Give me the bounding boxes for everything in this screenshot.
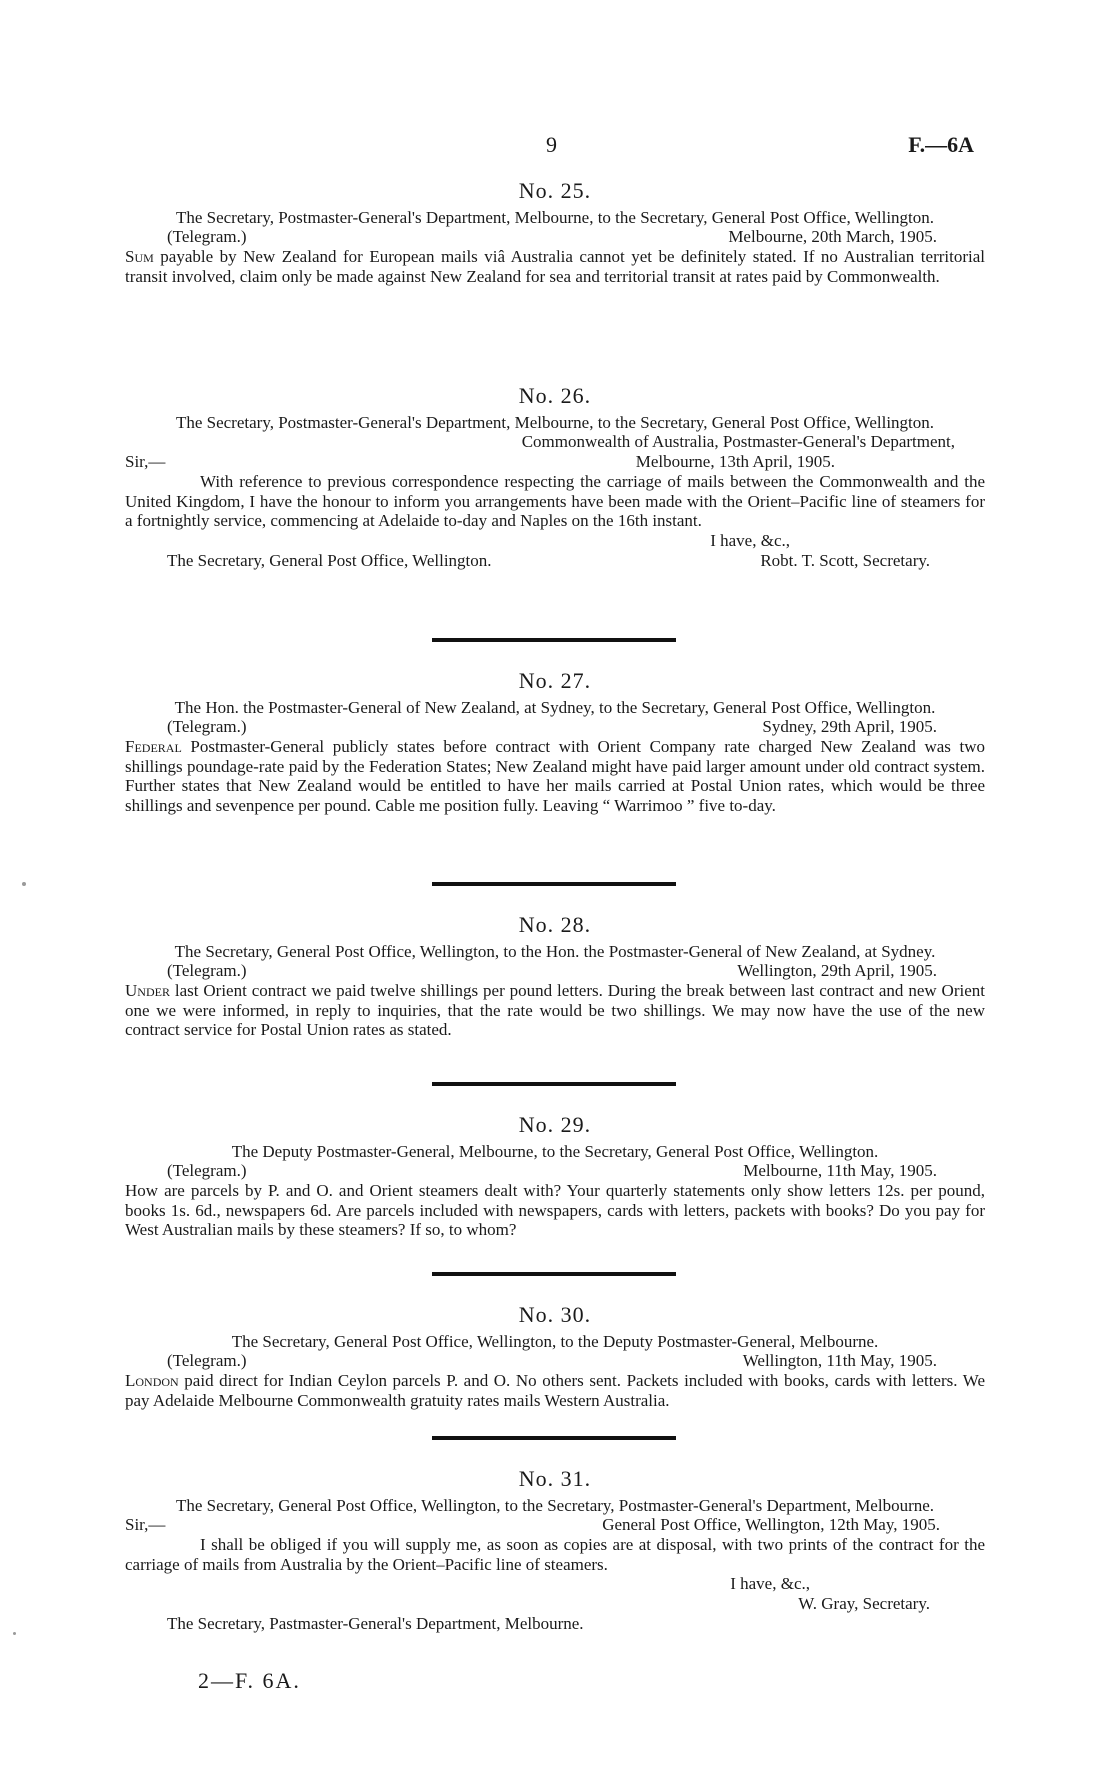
telegram-line (125, 1351, 985, 1371)
section-body: I shall be obliged if you will supply me, as soon as copies are at disposal, with two prints of the contract for the carriage of mails from Australia by the Orient–Pacific line of steamers. (125, 1535, 985, 1574)
place-date: Wellington, 29th April, 1905. (737, 961, 937, 980)
section-title: No. 27. (518, 668, 592, 693)
lead-word: Under (125, 981, 170, 1000)
signature-line (125, 1594, 985, 1614)
body-text: paid direct for Indian Ceylon parcels P. and O. No others sent. Packets included with books, cards with letters. We pay Adelaide Melbourne Commonwealth gratuity rates mails Western Australia. (125, 1371, 985, 1410)
section-body: How are parcels by P. and O. and Orient steamers dealt with? Your quarterly statements only show letters 12s. per pound, books 1s. 6d., newspapers 6d. Are parcels included with newspapers, cards with letters, packets with books? Do you pay for West Australian mails by these steamers? If so, to whom? (125, 1181, 985, 1239)
salutation: Sir,— (125, 1515, 166, 1534)
closing: I have, &c., (710, 530, 790, 550)
section-title: No. 31. (518, 1466, 592, 1491)
telegram-line (125, 227, 985, 247)
telegram-line (125, 717, 985, 737)
section-divider (432, 1082, 676, 1086)
section-body (125, 1371, 985, 1410)
section-heading: The Secretary, General Post Office, Wellington, to the Secretary, Postmaster-General's Department, Melbourne. (175, 1496, 935, 1515)
place-date: Sydney, 29th April, 1905. (762, 717, 937, 736)
address-line-2 (125, 452, 985, 472)
section-no-28 (125, 912, 985, 1040)
telegram-label: (Telegram.) (167, 227, 247, 246)
addressee-line (125, 1614, 985, 1634)
print-speck (22, 882, 26, 886)
closing: I have, &c., (730, 1574, 810, 1593)
lead-word: Federal (125, 737, 182, 756)
body-text: last Orient contract we paid twelve shillings per pound letters. During the break between last contract and new Orient one we were informed, in reply to inquiries, that the rate would be two shillings. We may now have the use of the new contract service for Postal Union rates as stated. (125, 981, 985, 1039)
section-no-27 (125, 668, 985, 815)
address-text: Commonwealth of Australia, Postmaster-General's Department, (521, 432, 955, 451)
section-title: No. 26. (518, 383, 592, 408)
lead-word: London (125, 1371, 179, 1390)
telegram-label: (Telegram.) (167, 717, 247, 736)
closing-line (125, 1574, 985, 1594)
place-date: Melbourne, 11th May, 1905. (743, 1161, 937, 1180)
salutation: Sir,— (125, 452, 166, 471)
telegram-label: (Telegram.) (167, 1351, 247, 1370)
place-date: Wellington, 11th May, 1905. (742, 1351, 937, 1370)
section-heading: The Secretary, Postmaster-General's Department, Melbourne, to the Secretary, General Post Office, Wellington. (175, 208, 935, 227)
section-body (125, 247, 985, 286)
section-title: No. 25. (518, 178, 592, 203)
address-line-1 (125, 432, 985, 452)
section-heading: The Deputy Postmaster-General, Melbourne, to the Secretary, General Post Office, Wellington. (231, 1142, 879, 1161)
lead-word: Sum (125, 247, 154, 266)
section-body: With reference to previous correspondence respecting the carriage of mails between the Commonwealth and the United Kingdom, I have the honour to inform you arrangements have been made with the Orient–Pacific line of steamers for a fortnightly service, commencing at Adelaide to-day and Naples on the 16th instant. (125, 472, 985, 530)
signature-mark: 2—F. 6A. (198, 1668, 301, 1693)
telegram-label: (Telegram.) (167, 961, 247, 980)
section-title: No. 29. (518, 1112, 592, 1137)
section-heading: The Secretary, General Post Office, Wellington, to the Hon. the Postmaster-General of New Zealand, at Sydney. (174, 942, 936, 961)
section-body (125, 737, 985, 815)
addressee: The Secretary, Pastmaster-General's Department, Melbourne. (167, 1614, 584, 1633)
signature: W. Gray, Secretary. (798, 1594, 930, 1613)
section-heading: The Hon. the Postmaster-General of New Zealand, at Sydney, to the Secretary, General Post Office, Wellington. (174, 698, 936, 717)
section-no-26 (125, 383, 985, 571)
print-speck (13, 1632, 16, 1635)
page-reference: F.—6A (908, 132, 974, 157)
section-title: No. 30. (518, 1302, 592, 1327)
place-date: Melbourne, 13th April, 1905. (635, 452, 835, 471)
signature: Robt. T. Scott, Secretary. (760, 550, 930, 570)
telegram-line (125, 961, 985, 981)
telegram-label: (Telegram.) (167, 1161, 247, 1180)
section-body (125, 981, 985, 1040)
page-number: 9 (546, 132, 557, 157)
section-divider (432, 882, 676, 886)
body-text: payable by New Zealand for European mails viâ Australia cannot yet be definitely stated. If no Australian territorial transit involved, claim only be made against New Zealand for sea and territorial transit at rates paid by Commonwealth. (125, 247, 985, 286)
body-text: Postmaster-General publicly states before contract with Orient Company rate charged New Zealand was two shillings poundage-rate paid by the Federation States; New Zealand might have paid larger amount under old contract system. Further states that New Zealand would be entitled to have her mails carried at Postal Union rates, which would be three shillings and sevenpence per pound. Cable me position fully. Leaving “ Warrimoo ” five to-day. (125, 737, 985, 815)
section-divider (432, 1436, 676, 1440)
closing-line (125, 531, 985, 551)
address-line (125, 1515, 985, 1535)
signature-line (125, 551, 985, 571)
section-heading: The Secretary, Postmaster-General's Department, Melbourne, to the Secretary, General Post Office, Wellington. (175, 413, 935, 432)
section-title: No. 28. (518, 912, 592, 937)
section-no-25 (125, 178, 985, 286)
section-divider (432, 638, 676, 642)
section-heading: The Secretary, General Post Office, Wellington, to the Deputy Postmaster-General, Melbourne. (231, 1332, 879, 1351)
addressee: The Secretary, General Post Office, Wellington. (167, 550, 492, 570)
section-no-29 (125, 1112, 985, 1240)
place-date: General Post Office, Wellington, 12th May, 1905. (602, 1515, 940, 1534)
telegram-line (125, 1161, 985, 1181)
section-no-31 (125, 1466, 985, 1634)
section-no-30 (125, 1302, 985, 1410)
place-date: Melbourne, 20th March, 1905. (728, 227, 937, 246)
section-divider (432, 1272, 676, 1276)
